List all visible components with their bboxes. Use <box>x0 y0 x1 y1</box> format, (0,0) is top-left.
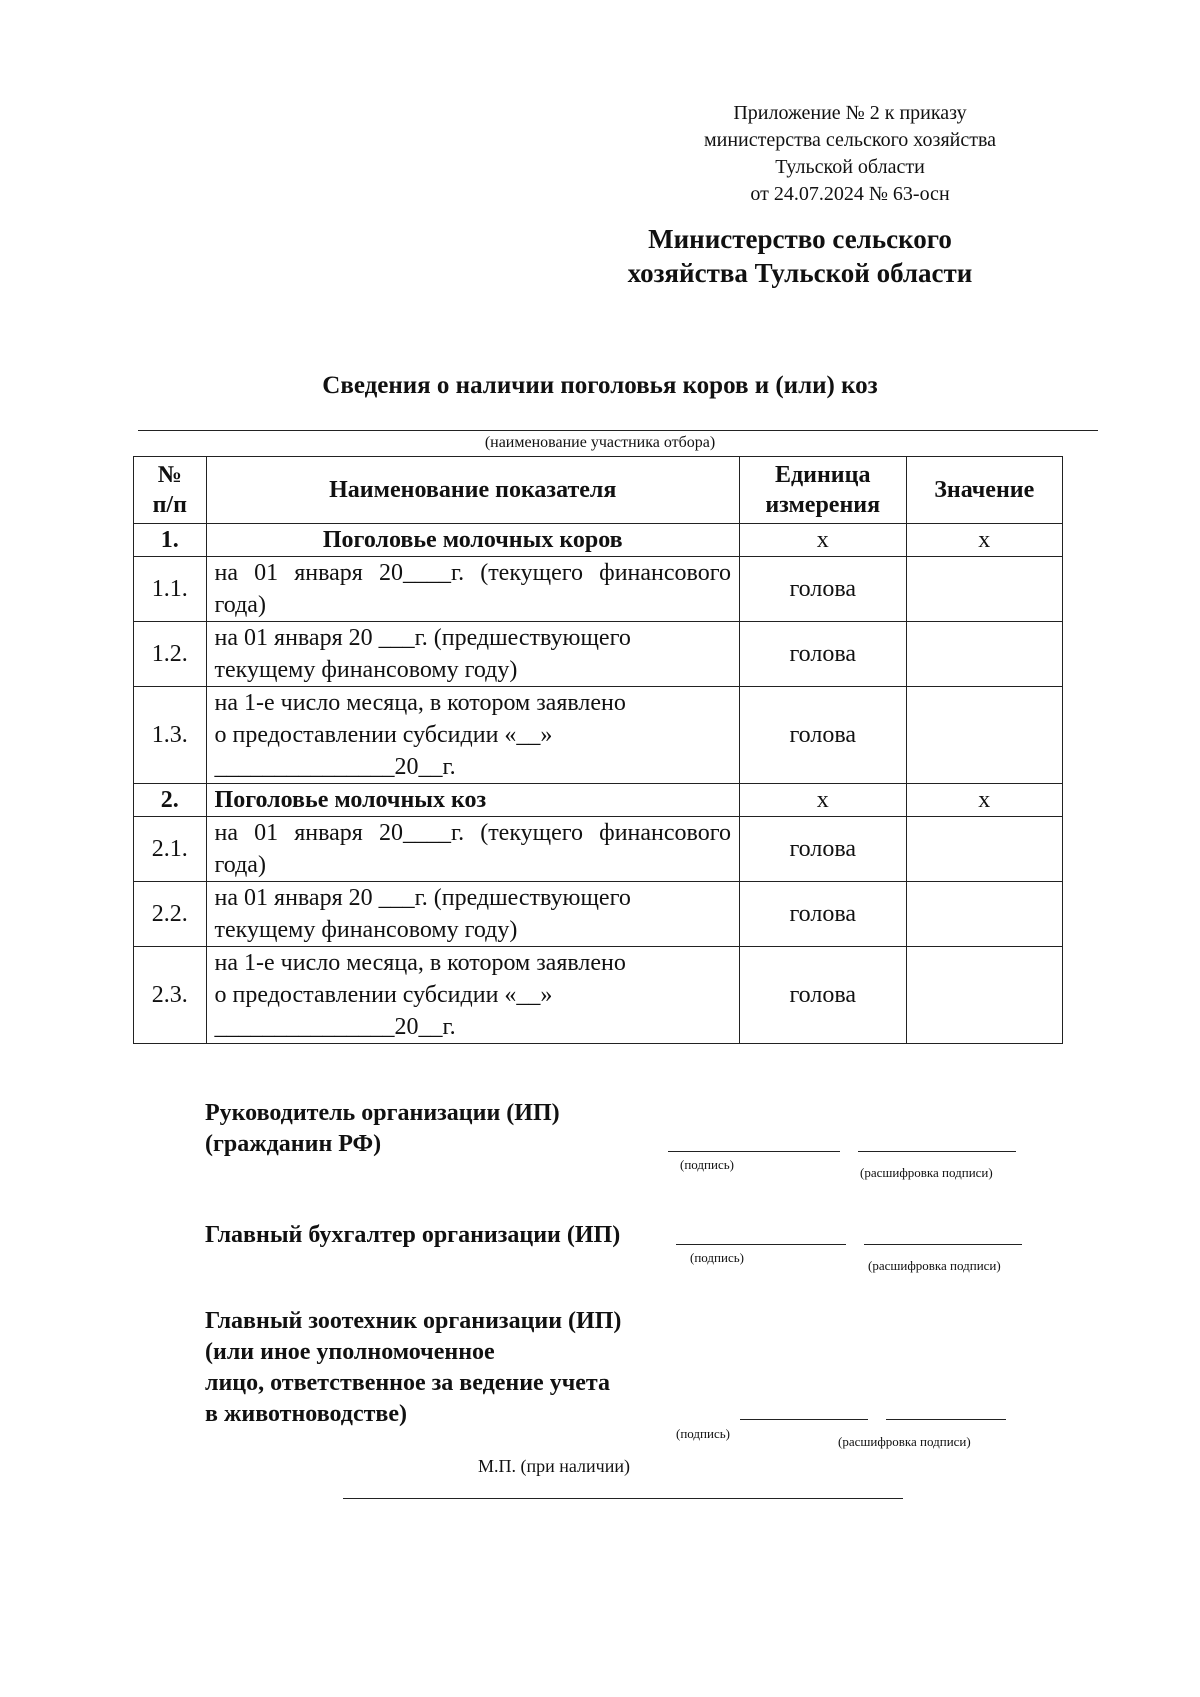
row-value: х <box>906 524 1063 557</box>
appendix-note <box>640 100 1060 208</box>
zootechnician-signatory-label <box>205 1306 621 1430</box>
row-num: 1.1. <box>134 557 207 622</box>
accountant-signature-line[interactable] <box>676 1244 846 1245</box>
table-row-1-2 <box>134 622 1063 687</box>
row-num: 2.3. <box>134 947 207 1044</box>
zoo-label-line-4: в животноводстве) <box>205 1401 407 1427</box>
row-value-field[interactable] <box>906 947 1063 1044</box>
row-unit: голова <box>739 687 906 784</box>
appendix-line-1: Приложение № 2 к приказу <box>733 102 967 124</box>
head-label-line-2: (гражданин РФ) <box>205 1131 382 1157</box>
row-unit: голова <box>739 817 906 882</box>
table-row-2-2 <box>134 882 1063 947</box>
head-decode-caption: (расшифровка подписи) <box>860 1165 993 1180</box>
zootechnician-signature-line[interactable] <box>740 1419 868 1420</box>
livestock-table <box>133 456 1063 1044</box>
participant-name-line[interactable] <box>138 430 1098 431</box>
table-row-1-1 <box>134 557 1063 622</box>
row-unit: х <box>739 524 906 557</box>
document-title: Сведения о наличии поголовья коров и (или) коз <box>322 372 878 399</box>
row-value-field[interactable] <box>906 687 1063 784</box>
header-name: Наименование показателя <box>206 457 739 524</box>
addressee <box>570 222 1030 290</box>
addressee-line-1: Министерство сельского <box>648 224 952 254</box>
table-row-2-3 <box>134 947 1063 1044</box>
appendix-line-2: министерства сельского хозяйства <box>703 129 997 151</box>
row-name-line-2: о предоставлении субсидии «__» <box>214 722 553 748</box>
zoo-label-line-1: Главный зоотехник организации (ИП) <box>205 1308 622 1334</box>
row-name-line-1: на 1-е число месяца, в котором заявлено <box>214 690 626 716</box>
header-num-line-1: № <box>157 462 182 488</box>
row-num: 2.1. <box>134 817 207 882</box>
stamp-place-label: М.П. (при наличии) <box>478 1456 630 1476</box>
row-name <box>206 687 739 784</box>
zoo-label-line-2: (или иное уполномоченное <box>205 1339 495 1365</box>
zootechnician-decode-caption: (расшифровка подписи) <box>838 1434 971 1449</box>
accountant-signatory-label <box>205 1220 620 1251</box>
row-name <box>206 947 739 1044</box>
header-num-line-2: п/п <box>152 492 187 518</box>
header-unit <box>739 457 906 524</box>
table-row-2-1 <box>134 817 1063 882</box>
table-row-section-1 <box>134 524 1063 557</box>
bottom-divider-line <box>343 1498 903 1499</box>
header-value: Значение <box>906 457 1063 524</box>
row-unit: голова <box>739 882 906 947</box>
accountant-decode-caption: (расшифровка подписи) <box>868 1258 1001 1273</box>
head-signature-caption: (подпись) <box>680 1157 734 1172</box>
row-value: х <box>906 784 1063 817</box>
row-value-field[interactable] <box>906 557 1063 622</box>
table-header-row <box>134 457 1063 524</box>
row-name: на 01 января 20 ___г. (предшествующего текущему финансовому году) <box>206 882 739 947</box>
row-unit: голова <box>739 947 906 1044</box>
row-name: Поголовье молочных коз <box>206 784 739 817</box>
zootechnician-decode-line[interactable] <box>886 1419 1006 1420</box>
row-value-field[interactable] <box>906 817 1063 882</box>
participant-caption: (наименование участника отбора) <box>484 434 716 451</box>
row-unit: х <box>739 784 906 817</box>
addressee-line-2: хозяйства Тульской области <box>627 258 973 288</box>
row-name-line-1: на 1-е число месяца, в котором заявлено <box>214 950 626 976</box>
row-name: на 01 января 20____г. (текущего финансового года) <box>206 817 739 882</box>
table-row-section-2 <box>134 784 1063 817</box>
zoo-label-line-3: лицо, ответственное за ведение учета <box>205 1370 610 1396</box>
accountant-signature-caption: (подпись) <box>690 1250 744 1265</box>
head-decode-line[interactable] <box>858 1151 1016 1152</box>
row-name: на 01 января 20 ___г. (предшествующего текущему финансовому году) <box>206 622 739 687</box>
header-num <box>134 457 207 524</box>
row-name-line-2: о предоставлении субсидии «__» <box>214 982 553 1008</box>
row-num: 1.3. <box>134 687 207 784</box>
row-unit: голова <box>739 622 906 687</box>
row-value-field[interactable] <box>906 882 1063 947</box>
appendix-line-3: Тульской области <box>775 156 925 178</box>
accountant-label-line-1: Главный бухгалтер организации (ИП) <box>205 1222 621 1248</box>
row-name-line-3: _______________20__г. <box>214 754 456 780</box>
row-num: 1. <box>134 524 207 557</box>
head-signature-line[interactable] <box>668 1151 840 1152</box>
header-unit-line-1: Единица <box>774 462 871 488</box>
head-label-line-1: Руководитель организации (ИП) <box>205 1100 560 1126</box>
zootechnician-signature-caption: (подпись) <box>676 1426 730 1441</box>
row-num: 2.2. <box>134 882 207 947</box>
row-num: 1.2. <box>134 622 207 687</box>
appendix-line-4: от 24.07.2024 № 63-осн <box>750 183 950 205</box>
row-num: 2. <box>134 784 207 817</box>
row-name: Поголовье молочных коров <box>206 524 739 557</box>
row-unit: голова <box>739 557 906 622</box>
header-unit-line-2: измерения <box>765 492 881 518</box>
row-name: на 01 января 20____г. (текущего финансового года) <box>206 557 739 622</box>
accountant-decode-line[interactable] <box>864 1244 1022 1245</box>
table-row-1-3 <box>134 687 1063 784</box>
row-value-field[interactable] <box>906 622 1063 687</box>
row-name-line-3: _______________20__г. <box>214 1014 456 1040</box>
head-signatory-label <box>205 1098 560 1160</box>
